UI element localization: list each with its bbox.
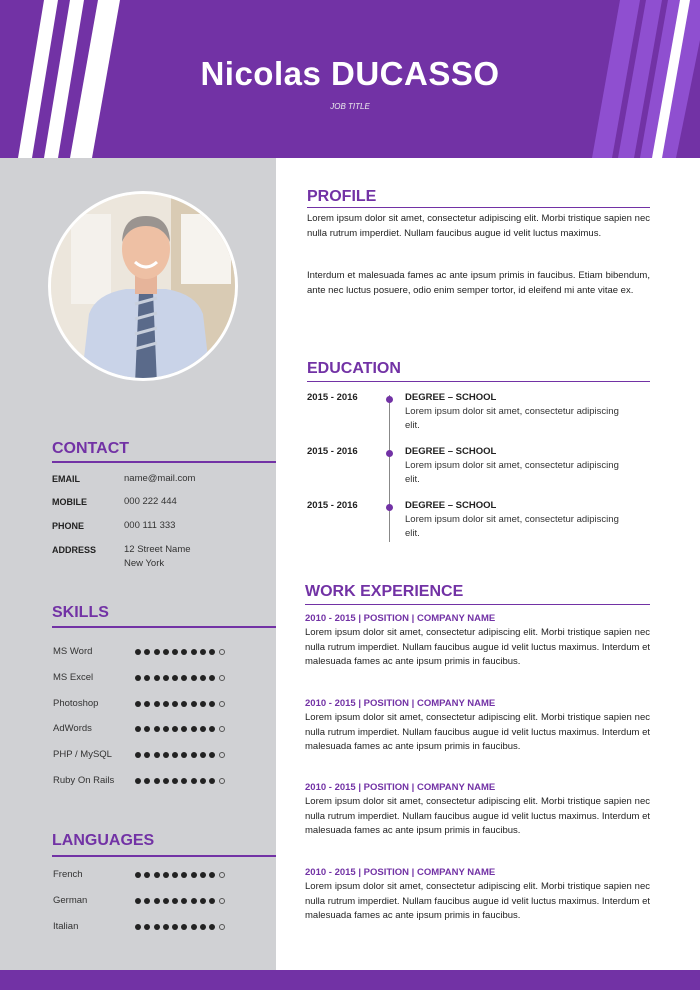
timeline-dot <box>386 450 393 457</box>
email-label: EMAIL <box>52 474 80 484</box>
contact-divider <box>52 461 276 463</box>
job-heading: 2010 - 2015 | POSITION | COMPANY NAME <box>305 698 496 709</box>
rating-dot-filled <box>172 778 178 784</box>
rating-dot-filled <box>209 649 215 655</box>
address-line1: 12 Street Name <box>124 544 191 555</box>
job-heading: 2010 - 2015 | POSITION | COMPANY NAME <box>305 613 496 624</box>
rating-dot-empty <box>219 675 225 681</box>
header-banner <box>0 0 700 158</box>
rating-dot-filled <box>181 898 187 904</box>
profile-title: PROFILE <box>307 188 377 205</box>
profile-paragraph-2: Interdum et malesuada fames ac ante ipsum primis in faucibus. Etiam bibendum, ante nec luctus posuere, odio enim semper tortor, id eleifend mi ante vitae ex. <box>307 270 650 296</box>
skill-label: Ruby On Rails <box>53 775 115 786</box>
rating-dot-filled <box>144 778 150 784</box>
rating-dot-filled <box>144 924 150 930</box>
skill-rating <box>135 649 225 655</box>
rating-dot-filled <box>191 778 197 784</box>
rating-dot-filled <box>200 675 206 681</box>
rating-dot-empty <box>219 649 225 655</box>
rating-dot-filled <box>209 726 215 732</box>
rating-dot-filled <box>200 649 206 655</box>
skill-label: AdWords <box>53 723 92 735</box>
skills-title: SKILLS <box>52 604 109 621</box>
phone-value: 000 111 333 <box>124 520 176 531</box>
profile-divider <box>307 207 650 208</box>
rating-dot-filled <box>144 898 150 904</box>
rating-dot-empty <box>219 898 225 904</box>
rating-dot-filled <box>200 898 206 904</box>
skills-divider <box>52 626 276 628</box>
rating-dot-filled <box>172 675 178 681</box>
rating-dot-empty <box>219 726 225 732</box>
rating-dot-filled <box>154 898 160 904</box>
rating-dot-filled <box>181 924 187 930</box>
rating-dot-filled <box>209 898 215 904</box>
languages-title: LANGUAGES <box>52 832 155 849</box>
rating-dot-filled <box>135 752 141 758</box>
education-title: EDUCATION <box>307 360 401 377</box>
rating-dot-filled <box>191 649 197 655</box>
rating-dot-filled <box>191 872 197 878</box>
rating-dot-filled <box>209 924 215 930</box>
rating-dot-filled <box>163 701 169 707</box>
rating-dot-filled <box>200 701 206 707</box>
rating-dot-filled <box>200 752 206 758</box>
rating-dot-filled <box>135 872 141 878</box>
rating-dot-filled <box>172 701 178 707</box>
rating-dot-filled <box>144 675 150 681</box>
rating-dot-empty <box>219 752 225 758</box>
rating-dot-filled <box>144 701 150 707</box>
skill-rating <box>135 675 225 681</box>
rating-dot-filled <box>135 778 141 784</box>
skill-rating <box>135 726 225 732</box>
education-desc: Lorem ipsum dolor sit amet, consectetur adipiscing elit. <box>405 406 619 431</box>
rating-dot-filled <box>191 701 197 707</box>
rating-dot-filled <box>191 924 197 930</box>
rating-dot-filled <box>181 752 187 758</box>
rating-dot-filled <box>163 872 169 878</box>
rating-dot-filled <box>209 778 215 784</box>
rating-dot-filled <box>144 752 150 758</box>
rating-dot-filled <box>172 898 178 904</box>
rating-dot-filled <box>135 701 141 707</box>
rating-dot-filled <box>163 675 169 681</box>
rating-dot-filled <box>181 649 187 655</box>
address-label: ADDRESS <box>52 545 97 555</box>
rating-dot-empty <box>219 701 225 707</box>
job-heading: 2010 - 2015 | POSITION | COMPANY NAME <box>305 867 496 878</box>
skill-rating <box>135 752 225 758</box>
rating-dot-filled <box>154 649 160 655</box>
languages-divider <box>52 855 276 857</box>
rating-dot-filled <box>172 924 178 930</box>
education-timeline-line <box>389 395 390 542</box>
rating-dot-filled <box>181 726 187 732</box>
rating-dot-filled <box>154 726 160 732</box>
skill-rating <box>135 778 225 784</box>
rating-dot-empty <box>219 778 225 784</box>
rating-dot-empty <box>219 872 225 878</box>
rating-dot-filled <box>144 649 150 655</box>
job-description: Lorem ipsum dolor sit amet, consectetur adipiscing elit. Morbi tristique sapien nec nulla rutrum imperdiet. Nullam faucibus augue id velit luctus maximus. Interdum et malesuada fames ac ante ipsum primis in faucibus. <box>305 796 650 836</box>
rating-dot-filled <box>163 752 169 758</box>
portrait-illustration <box>51 194 238 381</box>
education-years: 2015 - 2016 <box>307 500 358 511</box>
person-name: Nicolas DUCASSO <box>200 55 500 92</box>
rating-dot-filled <box>209 752 215 758</box>
rating-dot-filled <box>172 649 178 655</box>
skill-label: Photoshop <box>53 697 99 709</box>
rating-dot-filled <box>135 924 141 930</box>
rating-dot-filled <box>191 726 197 732</box>
education-degree: DEGREE – SCHOOL <box>405 500 497 511</box>
profile-photo <box>48 191 238 381</box>
rating-dot-filled <box>209 701 215 707</box>
rating-dot-filled <box>163 726 169 732</box>
timeline-dot <box>386 396 393 403</box>
skill-rating <box>135 701 225 707</box>
rating-dot-filled <box>154 872 160 878</box>
rating-dot-filled <box>154 778 160 784</box>
rating-dot-filled <box>135 726 141 732</box>
education-desc: Lorem ipsum dolor sit amet, consectetur adipiscing elit. <box>405 460 619 485</box>
rating-dot-filled <box>200 872 206 878</box>
email-value: name@mail.com <box>124 473 196 484</box>
rating-dot-filled <box>154 924 160 930</box>
education-degree: DEGREE – SCHOOL <box>405 392 497 403</box>
rating-dot-filled <box>181 778 187 784</box>
language-rating <box>135 872 225 878</box>
job-description: Lorem ipsum dolor sit amet, consectetur adipiscing elit. Morbi tristique sapien nec nulla rutrum imperdiet. Nullam faucibus augue id velit luctus maximus. Interdum et malesuada fames ac ante ipsum primis in faucibus. <box>305 627 650 667</box>
rating-dot-filled <box>181 675 187 681</box>
rating-dot-filled <box>181 701 187 707</box>
skill-label: MS Excel <box>53 671 94 683</box>
rating-dot-filled <box>154 701 160 707</box>
mobile-label: MOBILE <box>52 497 87 507</box>
rating-dot-filled <box>135 649 141 655</box>
timeline-dot <box>386 504 393 511</box>
work-divider <box>305 604 650 605</box>
rating-dot-filled <box>144 872 150 878</box>
skill-label: MS Word <box>53 646 93 657</box>
language-rating <box>135 924 225 930</box>
rating-dot-filled <box>154 675 160 681</box>
language-rating <box>135 898 225 904</box>
rating-dot-empty <box>219 924 225 930</box>
rating-dot-filled <box>163 778 169 784</box>
rating-dot-filled <box>135 898 141 904</box>
language-label: Italian <box>53 921 79 932</box>
rating-dot-filled <box>191 752 197 758</box>
language-label: German <box>53 895 88 906</box>
work-experience-title: WORK EXPERIENCE <box>305 583 464 600</box>
rating-dot-filled <box>200 726 206 732</box>
rating-dot-filled <box>163 898 169 904</box>
education-years: 2015 - 2016 <box>307 446 358 457</box>
education-degree: DEGREE – SCHOOL <box>405 446 497 457</box>
rating-dot-filled <box>163 924 169 930</box>
rating-dot-filled <box>144 726 150 732</box>
profile-paragraph-1: Lorem ipsum dolor sit amet, consectetur adipiscing elit. Morbi tristique sapien nec nulla rutrum imperdiet. Nullam faucibus augue id velit luctus maximus. <box>307 213 650 239</box>
phone-label: PHONE <box>52 521 85 531</box>
rating-dot-filled <box>191 898 197 904</box>
rating-dot-filled <box>163 649 169 655</box>
job-description: Lorem ipsum dolor sit amet, consectetur adipiscing elit. Morbi tristique sapien nec nulla rutrum imperdiet. Nullam faucibus augue id velit luctus maximus. Interdum et malesuada fames ac ante ipsum primis in faucibus. <box>305 881 650 921</box>
rating-dot-filled <box>172 752 178 758</box>
footer-bar <box>0 970 700 990</box>
rating-dot-filled <box>181 872 187 878</box>
contact-title: CONTACT <box>52 440 130 457</box>
education-desc: Lorem ipsum dolor sit amet, consectetur adipiscing elit. <box>405 514 619 539</box>
rating-dot-filled <box>135 675 141 681</box>
job-title: JOB TITLE <box>330 102 370 111</box>
education-years: 2015 - 2016 <box>307 392 358 403</box>
rating-dot-filled <box>172 726 178 732</box>
job-description: Lorem ipsum dolor sit amet, consectetur adipiscing elit. Morbi tristique sapien nec nulla rutrum imperdiet. Nullam faucibus augue id velit luctus maximus. Interdum et malesuada fames ac ante ipsum primis in faucibus. <box>305 712 650 752</box>
education-divider <box>307 381 650 382</box>
job-heading: 2010 - 2015 | POSITION | COMPANY NAME <box>305 782 496 793</box>
language-label: French <box>53 869 83 880</box>
rating-dot-filled <box>200 924 206 930</box>
skill-label: PHP / MySQL <box>53 749 112 761</box>
address-line2: New York <box>124 558 165 569</box>
mobile-value: 000 222 444 <box>124 496 177 507</box>
rating-dot-filled <box>209 872 215 878</box>
rating-dot-filled <box>200 778 206 784</box>
rating-dot-filled <box>209 675 215 681</box>
rating-dot-filled <box>191 675 197 681</box>
rating-dot-filled <box>154 752 160 758</box>
rating-dot-filled <box>172 872 178 878</box>
